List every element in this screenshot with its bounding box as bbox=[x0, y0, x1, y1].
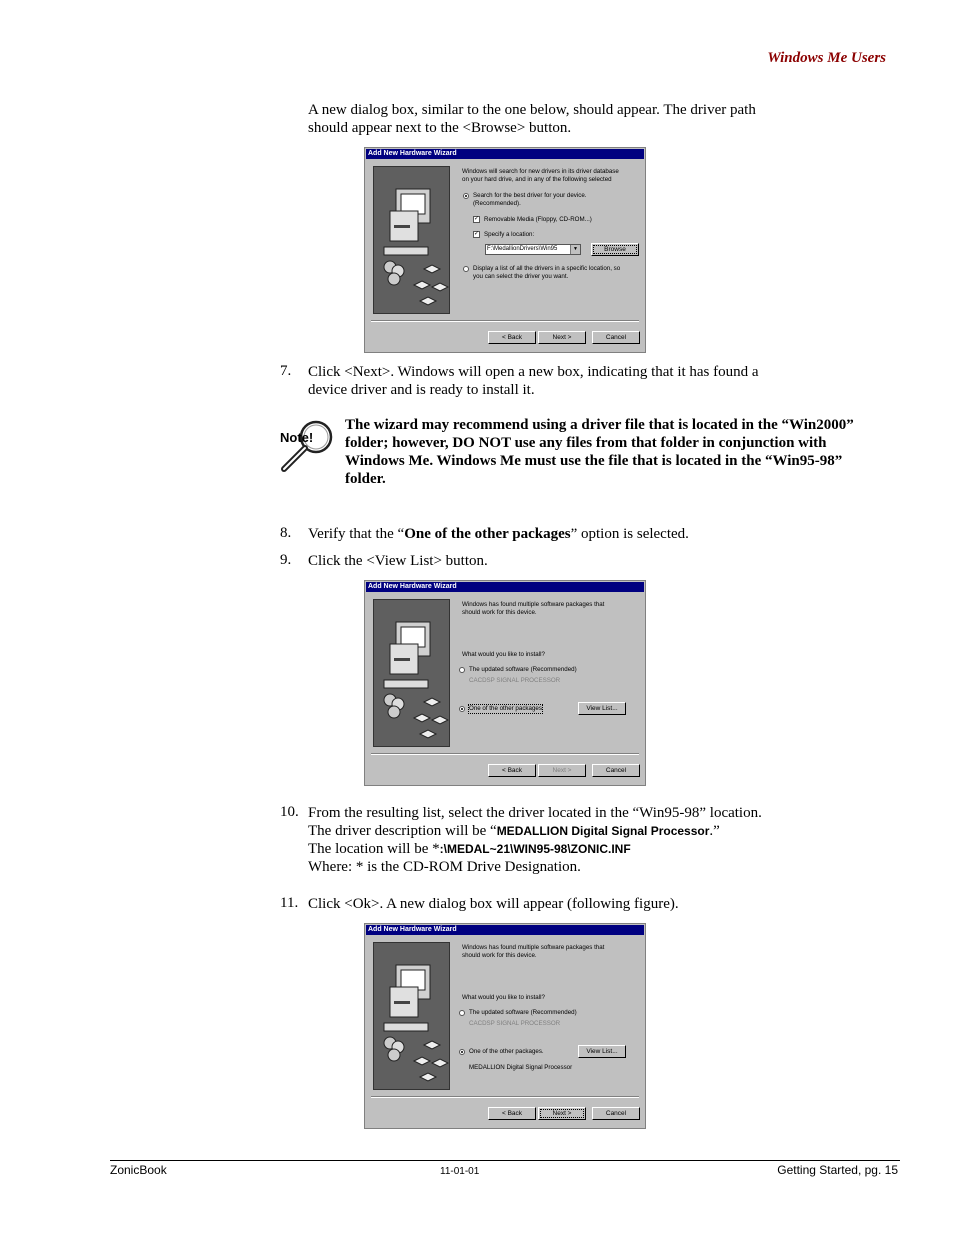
computer-illustration-icon bbox=[374, 943, 449, 1089]
cancel-button[interactable]: Cancel bbox=[592, 1107, 640, 1120]
radio-label: (Recommended). bbox=[473, 200, 521, 207]
footer-page: Getting Started, pg. 15 bbox=[777, 1163, 898, 1177]
updated-software-radio[interactable] bbox=[459, 1010, 465, 1016]
driver-description: MEDALLION Digital Signal Processor bbox=[496, 824, 710, 838]
option-name: One of the other packages bbox=[404, 526, 571, 542]
step-7-text bbox=[308, 363, 828, 399]
cancel-button[interactable]: Cancel bbox=[592, 764, 640, 777]
wizard-illustration bbox=[373, 942, 450, 1090]
updated-software-detail: CACDSP SIGNAL PROCESSOR bbox=[469, 1020, 561, 1027]
dialog-question: What would you like to install? bbox=[462, 994, 545, 1001]
location-value: F:\MedallionDrivers\Win95 bbox=[487, 246, 558, 252]
selected-driver-name: MEDALLION Digital Signal Processor bbox=[469, 1064, 573, 1071]
next-button[interactable]: Next > bbox=[538, 764, 586, 777]
radio-label: One of the other packages. bbox=[469, 1048, 544, 1055]
wizard-dialog-search bbox=[364, 147, 646, 353]
radio-label: The updated software (Recommended) bbox=[469, 666, 577, 673]
updated-software-radio[interactable] bbox=[459, 667, 465, 673]
radio-label: you can select the driver you want. bbox=[473, 273, 569, 280]
step-11-text: Click <Ok>. A new dialog box will appear (following figure). bbox=[308, 896, 679, 912]
step-line: From the resulting list, select the driver located in the “Win95-98” location. bbox=[308, 805, 762, 821]
running-header: Windows Me Users bbox=[767, 50, 886, 66]
step-10-text bbox=[308, 804, 868, 876]
checkbox-label: Specify a location: bbox=[484, 231, 535, 238]
view-list-button[interactable]: View List... bbox=[578, 1045, 626, 1058]
driver-location: :\MEDAL~21\WIN95-98\ZONIC.INF bbox=[439, 842, 631, 856]
radio-label: One of the other packages bbox=[469, 705, 542, 712]
note-text bbox=[345, 416, 885, 488]
browse-button[interactable]: Browse bbox=[591, 243, 639, 256]
text-run: The location will be * bbox=[308, 841, 440, 857]
wizard-dialog-packages bbox=[364, 580, 646, 786]
step-number: 11. bbox=[280, 895, 299, 911]
back-button[interactable]: < Back bbox=[488, 1107, 536, 1120]
text-run: .” bbox=[709, 823, 720, 839]
step-8-text bbox=[308, 525, 828, 543]
dialog-title-bar: Add New Hardware Wizard bbox=[366, 582, 644, 592]
dialog-title-bar: Add New Hardware Wizard bbox=[366, 149, 644, 159]
removable-media-checkbox[interactable]: ✓ bbox=[474, 216, 480, 222]
note-line: The wizard may recommend using a driver file that is located in the “Win2000” bbox=[345, 417, 854, 433]
computer-illustration-icon bbox=[374, 600, 449, 746]
dialog-text: Windows will search for new drivers in its driver database bbox=[462, 168, 619, 175]
step-9-text: Click the <View List> button. bbox=[308, 553, 488, 569]
intro-line: should appear next to the <Browse> button. bbox=[308, 120, 572, 136]
next-button[interactable]: Next > bbox=[538, 1107, 586, 1120]
footer-left: ZonicBook bbox=[110, 1163, 167, 1177]
updated-software-detail: CACDSP SIGNAL PROCESSOR bbox=[469, 677, 561, 684]
dialog-separator bbox=[371, 753, 639, 755]
text-run: ” option is selected. bbox=[570, 526, 689, 542]
dialog-text: should work for this device. bbox=[462, 952, 537, 959]
display-list-radio[interactable] bbox=[463, 266, 469, 272]
search-best-driver-radio[interactable] bbox=[463, 193, 469, 199]
dialog-text: Windows has found multiple software packages that bbox=[462, 601, 605, 608]
computer-illustration-icon bbox=[374, 167, 449, 313]
footer-date: 11-01-01 bbox=[440, 1166, 480, 1177]
view-list-button[interactable]: View List... bbox=[578, 702, 626, 715]
note-line: Windows Me. Windows Me must use the file that is located in the “Win95-98” bbox=[345, 453, 843, 469]
dialog-separator bbox=[371, 1096, 639, 1098]
dropdown-arrow-icon[interactable]: ▼ bbox=[570, 245, 580, 254]
radio-label: The updated software (Recommended) bbox=[469, 1009, 577, 1016]
specify-location-checkbox[interactable]: ✓ bbox=[474, 231, 480, 237]
dialog-title-bar: Add New Hardware Wizard bbox=[366, 925, 644, 935]
step-number: 7. bbox=[280, 363, 292, 379]
step-number: 8. bbox=[280, 525, 292, 541]
step-line: Where: * is the CD-ROM Drive Designation. bbox=[308, 859, 581, 875]
intro-paragraph bbox=[308, 101, 756, 137]
other-packages-radio[interactable] bbox=[459, 1049, 465, 1055]
cancel-button[interactable]: Cancel bbox=[592, 331, 640, 344]
other-packages-radio[interactable] bbox=[459, 706, 465, 712]
note-logo-text: Note! bbox=[280, 430, 314, 445]
note-magnifier-icon bbox=[278, 418, 338, 474]
next-button[interactable]: Next > bbox=[538, 331, 586, 344]
intro-line: A new dialog box, similar to the one below, should appear. The driver path bbox=[308, 102, 756, 118]
step-line: device driver and is ready to install it. bbox=[308, 382, 535, 398]
dialog-text: should work for this device. bbox=[462, 609, 537, 616]
dialog-question: What would you like to install? bbox=[462, 651, 545, 658]
wizard-dialog-selected-package bbox=[364, 923, 646, 1129]
step-line bbox=[308, 822, 868, 840]
text-run: The driver description will be “ bbox=[308, 823, 497, 839]
dialog-text: Windows has found multiple software packages that bbox=[462, 944, 605, 951]
wizard-illustration bbox=[373, 599, 450, 747]
checkbox-label: Removable Media (Floppy, CD-ROM...) bbox=[484, 216, 592, 223]
wizard-illustration bbox=[373, 166, 450, 314]
note-line: folder. bbox=[345, 471, 386, 487]
dialog-text: on your hard drive, and in any of the following selected bbox=[462, 176, 612, 183]
footer-rule bbox=[110, 1160, 900, 1161]
note-line: folder; however, DO NOT use any files from that folder in conjunction with bbox=[345, 435, 827, 451]
step-line bbox=[308, 840, 868, 858]
back-button[interactable]: < Back bbox=[488, 764, 536, 777]
text-run: Verify that the “ bbox=[308, 526, 405, 542]
dialog-separator bbox=[371, 320, 639, 322]
step-number: 10. bbox=[280, 804, 299, 820]
step-line: Click <Next>. Windows will open a new box, indicating that it has found a bbox=[308, 364, 759, 380]
step-number: 9. bbox=[280, 552, 292, 568]
radio-label: Display a list of all the drivers in a specific location, so bbox=[473, 265, 621, 272]
back-button[interactable]: < Back bbox=[488, 331, 536, 344]
location-combo[interactable] bbox=[485, 244, 581, 255]
radio-label: Search for the best driver for your device. bbox=[473, 192, 587, 199]
